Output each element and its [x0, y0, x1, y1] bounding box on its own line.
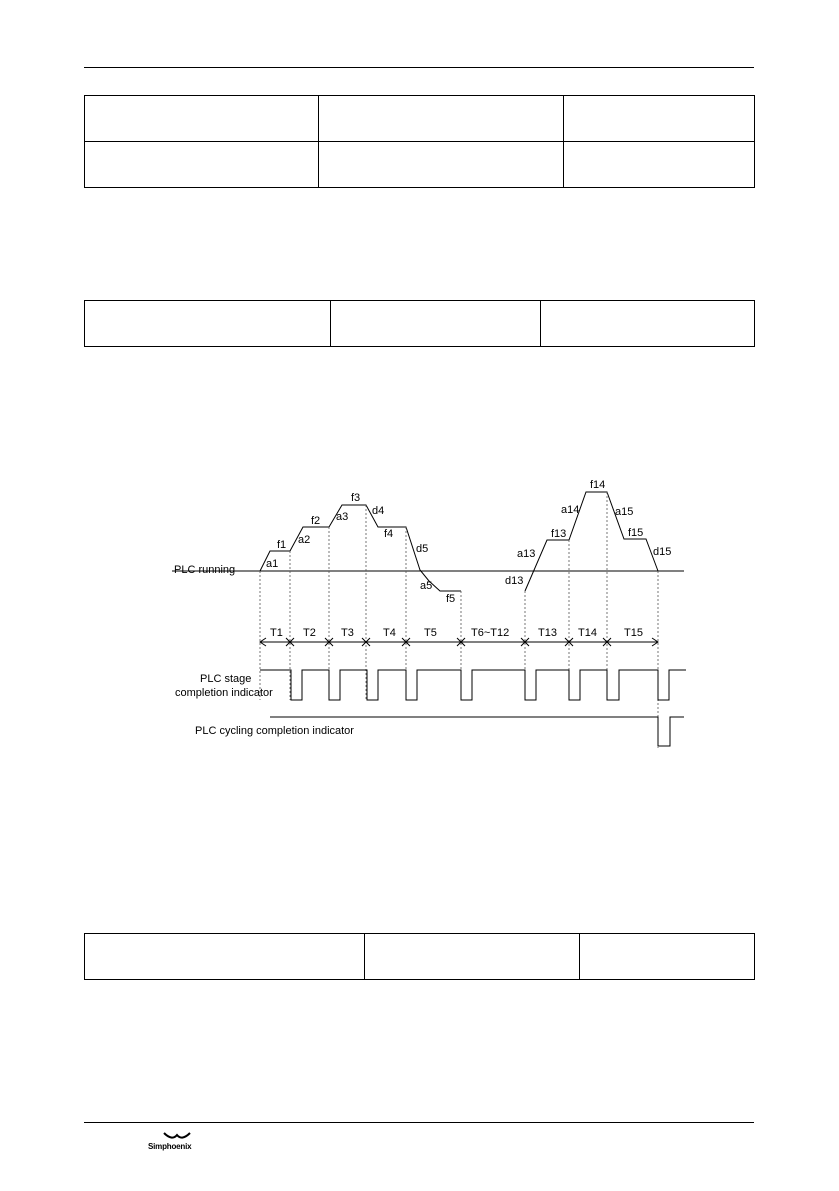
- accel-label: a2: [298, 534, 311, 546]
- footer-rule: [84, 1122, 754, 1123]
- table-cell: [85, 934, 365, 980]
- logo-text: Simphoenix: [148, 1142, 192, 1151]
- stage-label: T1: [270, 627, 283, 639]
- decel-label: d13: [505, 575, 524, 587]
- freq-label: f3: [351, 492, 361, 504]
- stage-boundary-guides: [260, 492, 658, 748]
- stage-completion-waveform: [260, 670, 686, 700]
- stage-indicator-label: PLC stage: [200, 673, 252, 685]
- table-cell: [365, 934, 580, 980]
- decel-label: d5: [416, 543, 429, 555]
- stage-label: T14: [578, 627, 597, 639]
- freq-label: f1: [277, 539, 287, 551]
- table-row: [85, 934, 755, 980]
- stage-label: T5: [424, 627, 437, 639]
- stage-label: T13: [538, 627, 557, 639]
- stage-indicator-label: completion indicator: [175, 687, 273, 699]
- accel-label: a14: [561, 504, 580, 516]
- freq-label: f4: [384, 528, 394, 540]
- freq-label: f14: [590, 479, 606, 491]
- stage-label: T15: [624, 627, 643, 639]
- decel-label: d4: [372, 505, 385, 517]
- stage-label: T4: [383, 627, 396, 639]
- accel-label: a3: [336, 511, 349, 523]
- decel-label: d15: [653, 546, 672, 558]
- parameter-table-3: [84, 933, 755, 980]
- accel-label: a13: [517, 548, 536, 560]
- plc-running-label: PLC running: [174, 564, 236, 576]
- accel-label: a5: [420, 580, 433, 592]
- stage-label: T6~T12: [471, 627, 510, 639]
- frequency-curve-segment-2: [525, 492, 658, 591]
- stage-label: T3: [341, 627, 354, 639]
- freq-label: f2: [311, 515, 321, 527]
- accel-label: a15: [615, 506, 634, 518]
- freq-label: f15: [628, 527, 644, 539]
- cycle-indicator-label: PLC cycling completion indicator: [195, 725, 354, 737]
- accel-label: a1: [266, 558, 279, 570]
- company-logo: [148, 1131, 208, 1153]
- frequency-curve-segment-1: [260, 505, 461, 591]
- freq-label: f13: [551, 528, 567, 540]
- freq-label: f5: [446, 593, 456, 605]
- stage-label: T2: [303, 627, 316, 639]
- table-cell: [580, 934, 755, 980]
- stage-timeline: [260, 638, 658, 646]
